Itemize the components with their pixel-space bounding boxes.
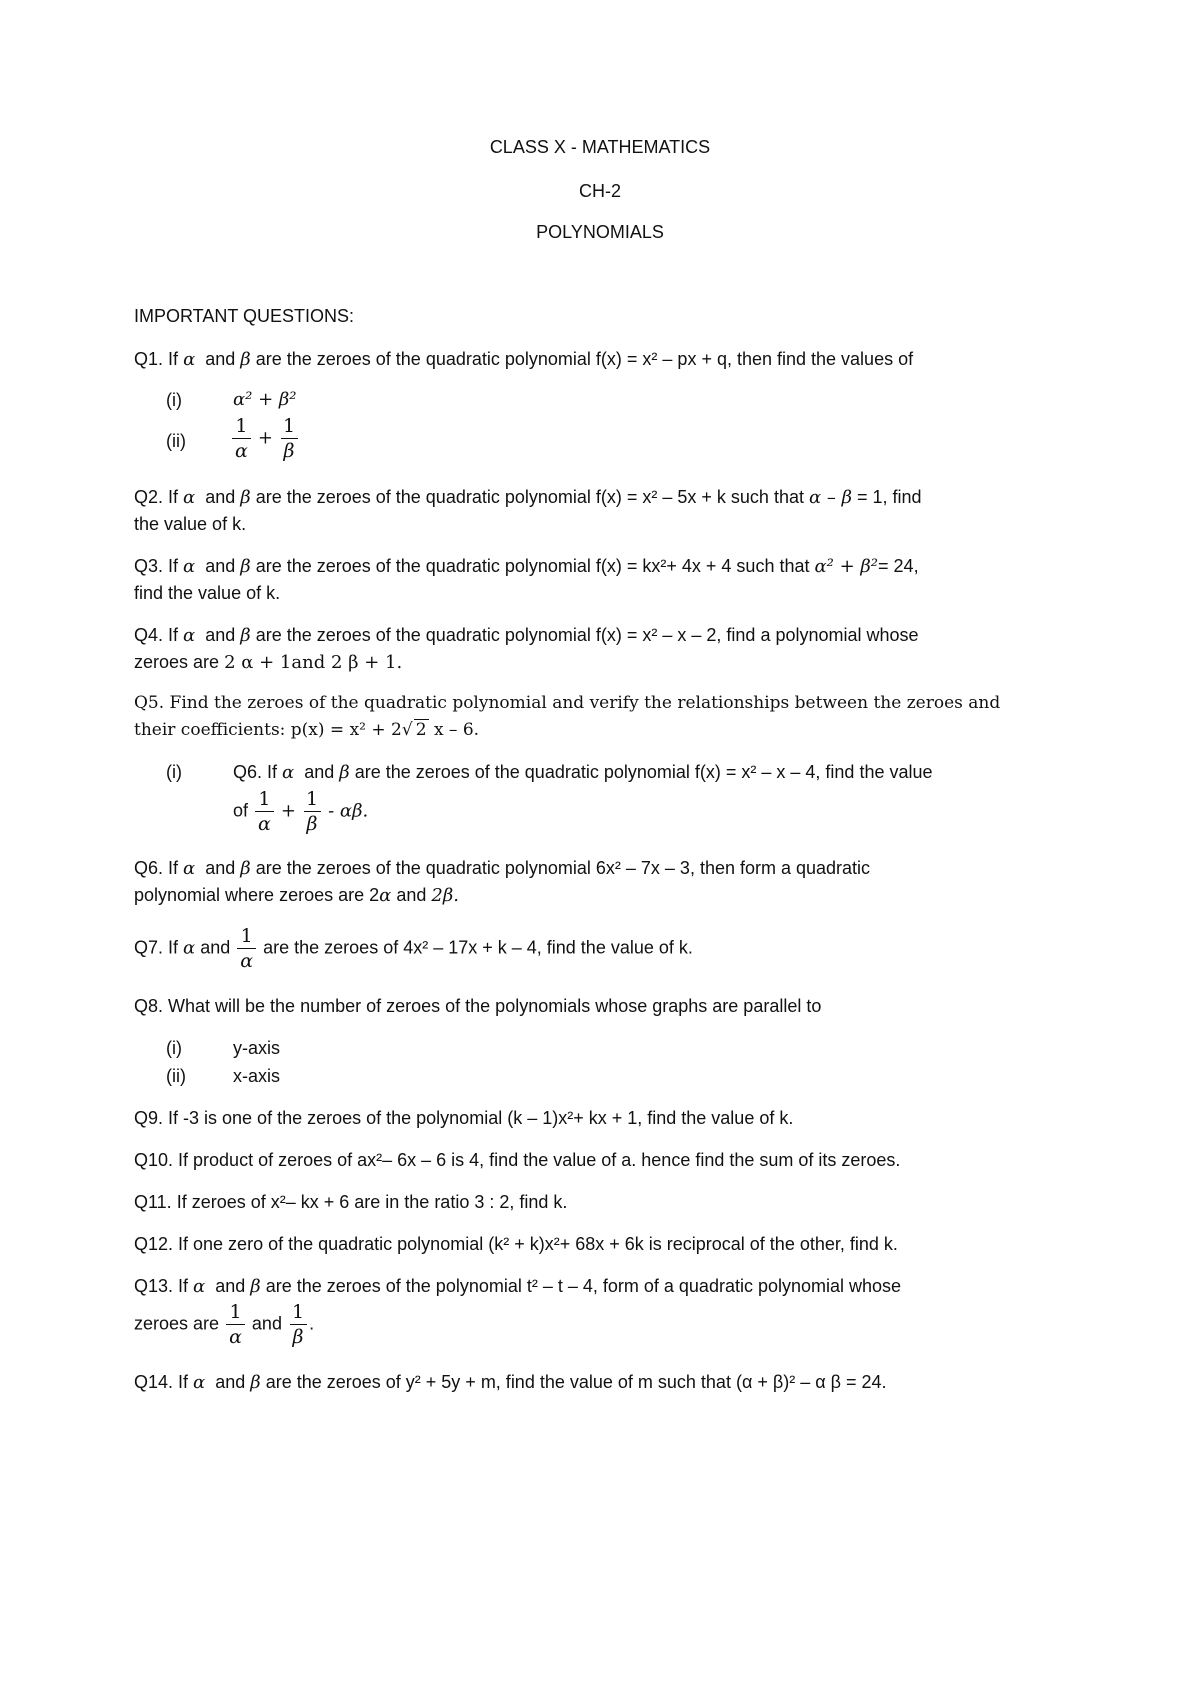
q6-item-label: (i)	[166, 762, 182, 782]
chapter-label: CH-2	[578, 181, 621, 201]
question-4-line-2: zeroes are 2 α + 1and 2 β + 1.	[134, 652, 403, 673]
question-12: Q12. If one zero of the quadratic polynomial (k² + k)x²+ 68x + 6k is reciprocal of the other, find k.	[134, 1234, 898, 1254]
question-5-line-2: their coefficients: p(x) = x² + 2√ 2 x – 6.	[134, 720, 480, 740]
question-4-line-1: Q4. If α and β are the zeroes of the quadratic polynomial f(x) = x² – x – 2, find a polynomial whose	[134, 625, 919, 646]
question-10: Q10. If product of zeroes of ax²– 6x – 6 is 4, find the value of a. hence find the sum of its zeroes.	[134, 1150, 901, 1170]
q8-subpart-i-text: y-axis	[233, 1038, 281, 1058]
question-6a-line-1: Q6. If α and β are the zeroes of the quadratic polynomial f(x) = x² – x – 4, find the value	[233, 762, 933, 783]
q1-subpart-ii-expr: $\frac{1}{\alpha}$ + $\frac{1}{\beta}$	[230, 416, 300, 461]
question-11: Q11. If zeroes of x²– kx + 6 are in the ratio 3 : 2, find k.	[134, 1192, 568, 1212]
question-6b-line-1: Q6. If α and β are the zeroes of the quadratic polynomial 6x² – 7x – 3, then form a quadratic	[134, 858, 871, 879]
question-6a-line-2: of $\frac{1}{\alpha}$ + $\frac{1}{\beta}$ - αβ.	[233, 788, 369, 835]
question-2-line-1: Q2. If α and β are the zeroes of the quadratic polynomial f(x) = x² – 5x + k such that α – β = 1, find	[134, 487, 922, 508]
question-3-line-2: find the value of k.	[134, 583, 281, 603]
section-heading: IMPORTANT QUESTIONS:	[134, 306, 355, 326]
document-title: CLASS X - MATHEMATICS	[489, 137, 711, 157]
q1-subpart-i-expr: α² + β²	[233, 389, 297, 410]
question-1: Q1. If α and β are the zeroes of the quadratic polynomial f(x) = x² – px + q, then find the values of	[134, 349, 914, 370]
question-8: Q8. What will be the number of zeroes of the polynomials whose graphs are parallel to	[134, 996, 822, 1016]
question-13-line-1: Q13. If α and β are the zeroes of the polynomial t² – t – 4, form of a quadratic polynomial whose	[134, 1276, 902, 1297]
question-2-line-2: the value of k.	[134, 514, 247, 534]
question-6b-line-2: polynomial where zeroes are 2α and 2β.	[134, 885, 459, 906]
question-14: Q14. If α and β are the zeroes of y² + 5y + m, find the value of m such that (α + β)² – α β = 24.	[134, 1372, 887, 1393]
question-13-line-2: zeroes are $\frac{1}{\alpha}$ and $\frac{1}{\beta}$ .	[134, 1301, 315, 1348]
question-7: Q7. If α and $\frac{1}{\alpha}$ are the zeroes of 4x² – 17x + k – 4, find the value of k.	[134, 925, 693, 972]
topic-title: POLYNOMIALS	[536, 222, 664, 242]
q8-subpart-i-label: (i)	[166, 1038, 182, 1058]
question-5-line-1: Q5. Find the zeroes of the quadratic polynomial and verify the relationships between the zeroes and	[134, 693, 1001, 713]
q1-subpart-i-label: (i)	[166, 390, 182, 410]
question-9: Q9. If -3 is one of the zeroes of the polynomial (k – 1)x²+ kx + 1, find the value of k.	[134, 1108, 794, 1128]
q8-subpart-ii-label: (ii)	[166, 1066, 186, 1086]
q8-subpart-ii-text: x-axis	[233, 1066, 281, 1086]
question-3-line-1: Q3. If α and β are the zeroes of the quadratic polynomial f(x) = kx²+ 4x + 4 such that α² + β²= 24,	[134, 556, 919, 577]
q1-subpart-ii-label: (ii)	[166, 431, 186, 451]
